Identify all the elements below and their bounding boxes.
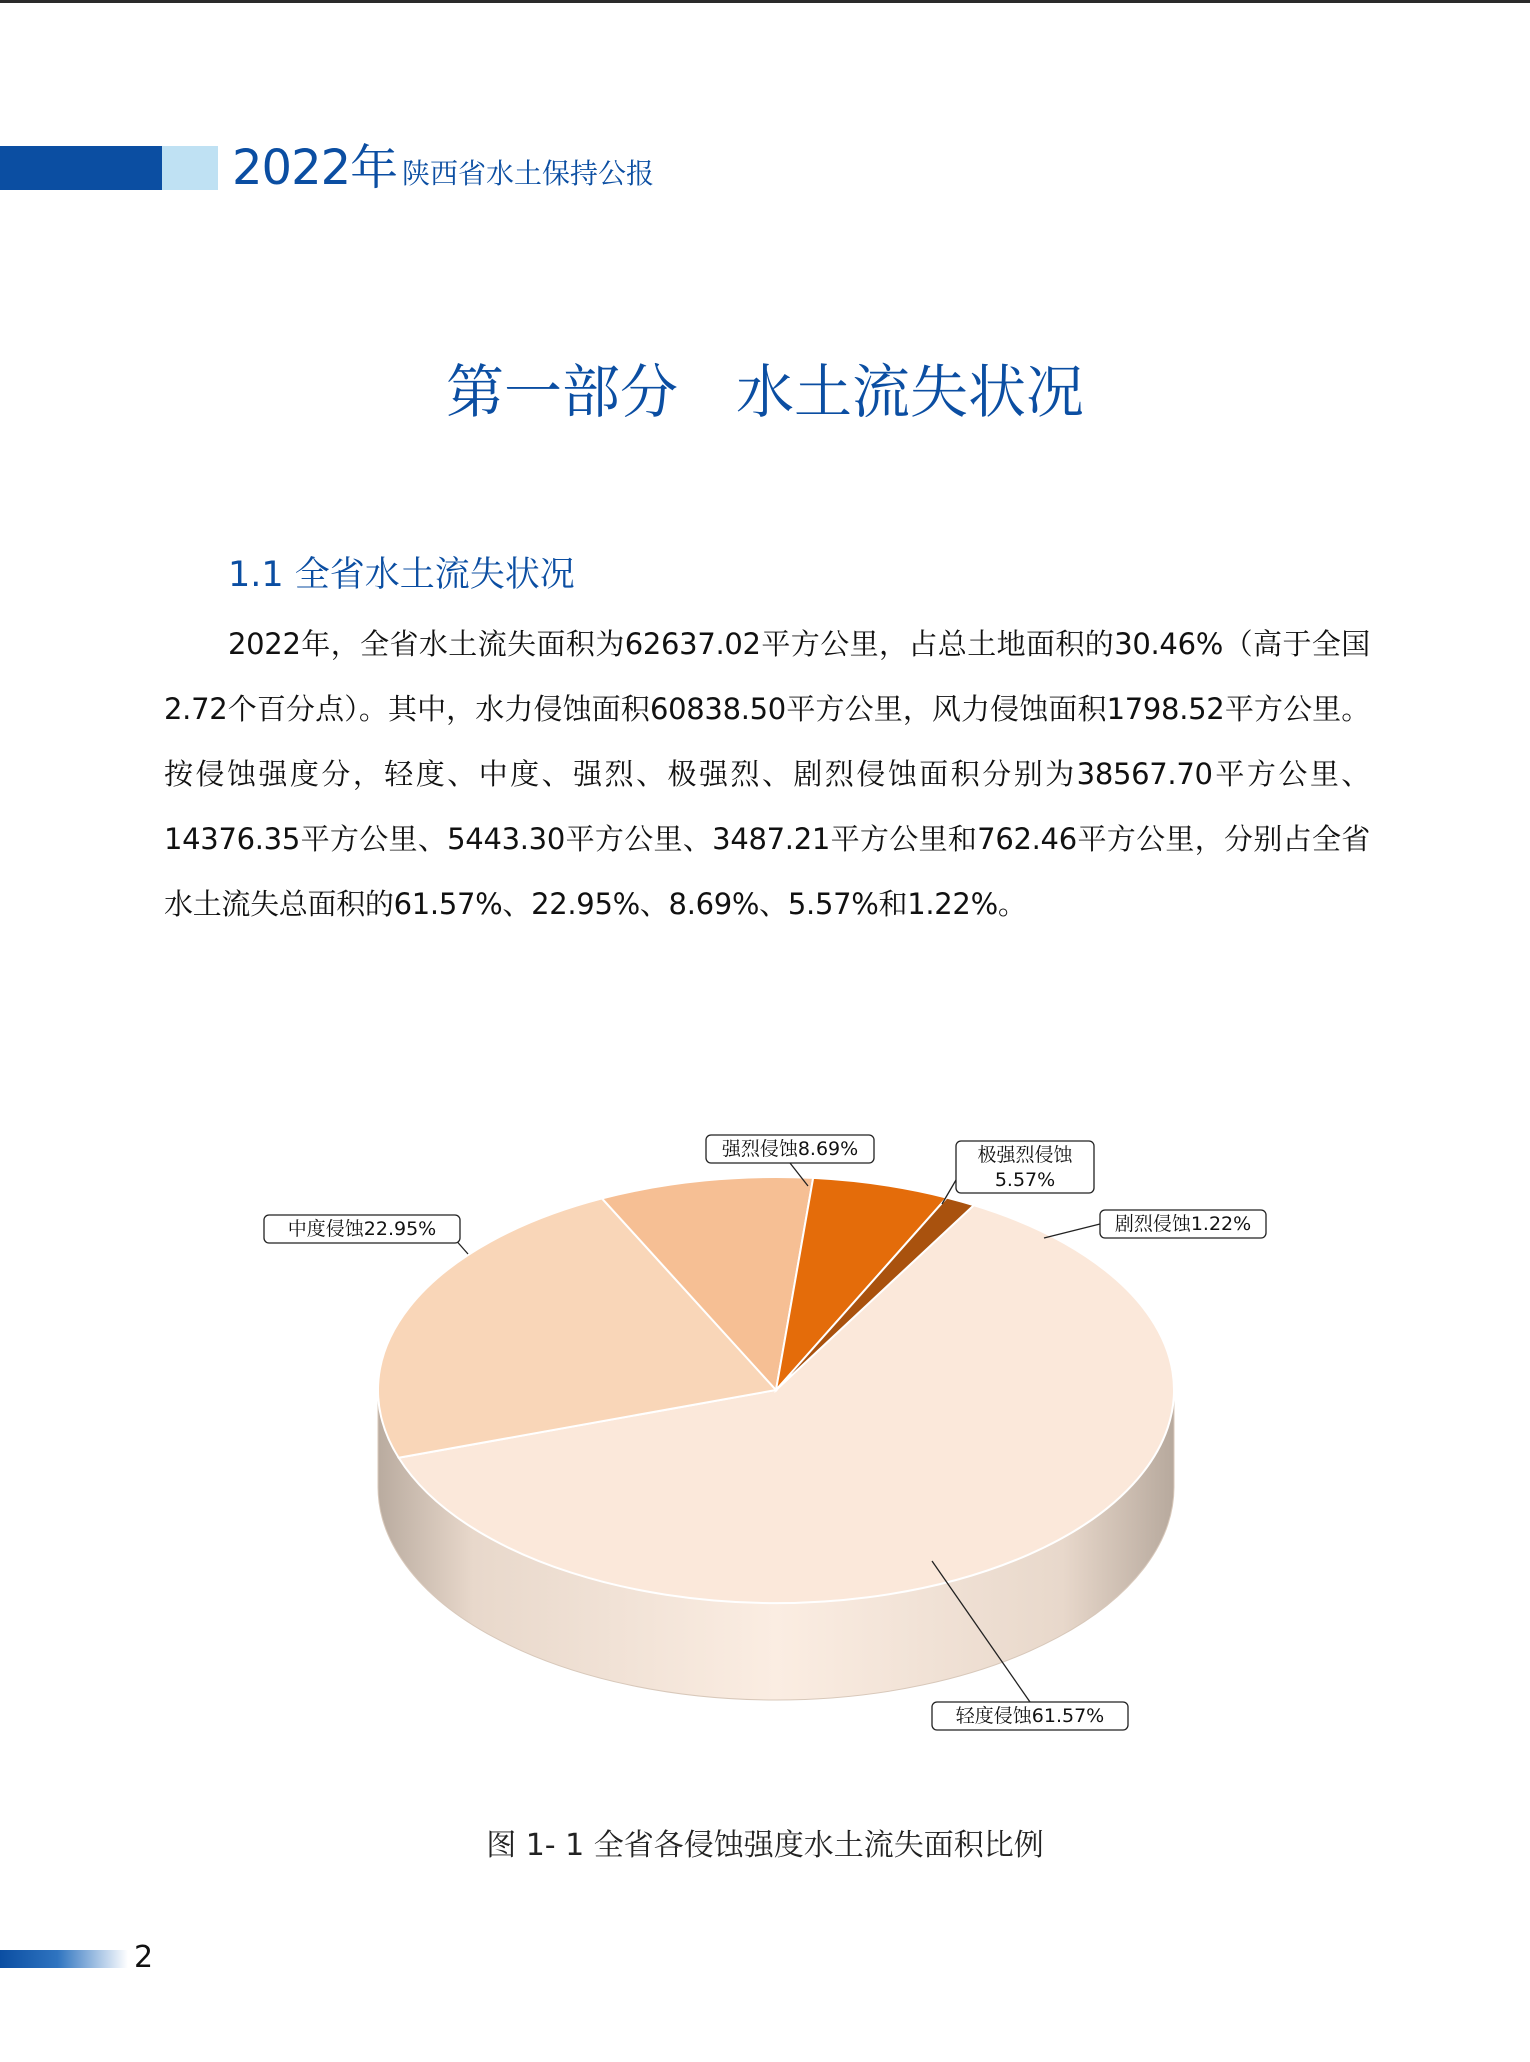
header-title: 陕西省水土保持公报 [402, 157, 655, 190]
leader-line-5 [1044, 1224, 1100, 1238]
body-paragraph: 2022年，全省水土流失面积为62637.02平方公里，占总土地面积的30.46%（高于全国2.72个百分点）。其中，水力侵蚀面积60838.50平方公里，风力侵蚀面积1798.52平方公里。按侵蚀强度分，轻度、中度、强烈、极强烈、剧烈侵蚀面积分别为38567.70平方公里、14376.35平方公里、5443.30平方公里、3487.21平方公里和762.46平方公里，分别占全省水土流失总面积的61.57%、22.95%、8.69%、5.57%和1.22%。 [164, 627, 1370, 921]
data-label-4-line-1: 极强烈侵蚀 [977, 1144, 1073, 1166]
data-label-5: 剧烈侵蚀1.22% [1114, 1213, 1252, 1235]
footer-bar [0, 1950, 128, 1968]
figure-caption: 图 1- 1 全省各侵蚀强度水土流失面积比例 [486, 1828, 1044, 1863]
data-label-4-line-2: 5.57% [994, 1169, 1056, 1191]
section-title: 1.1 全省水土流失状况 [228, 555, 575, 595]
data-label-3: 强烈侵蚀8.69% [721, 1138, 859, 1160]
part-title: 第一部分 水土流失状况 [445, 358, 1084, 426]
data-label-2: 中度侵蚀22.95% [287, 1218, 437, 1240]
data-label-1: 轻度侵蚀61.57% [955, 1705, 1105, 1727]
header-year: 2022年 [232, 140, 398, 196]
page-number: 2 [134, 1940, 154, 1975]
